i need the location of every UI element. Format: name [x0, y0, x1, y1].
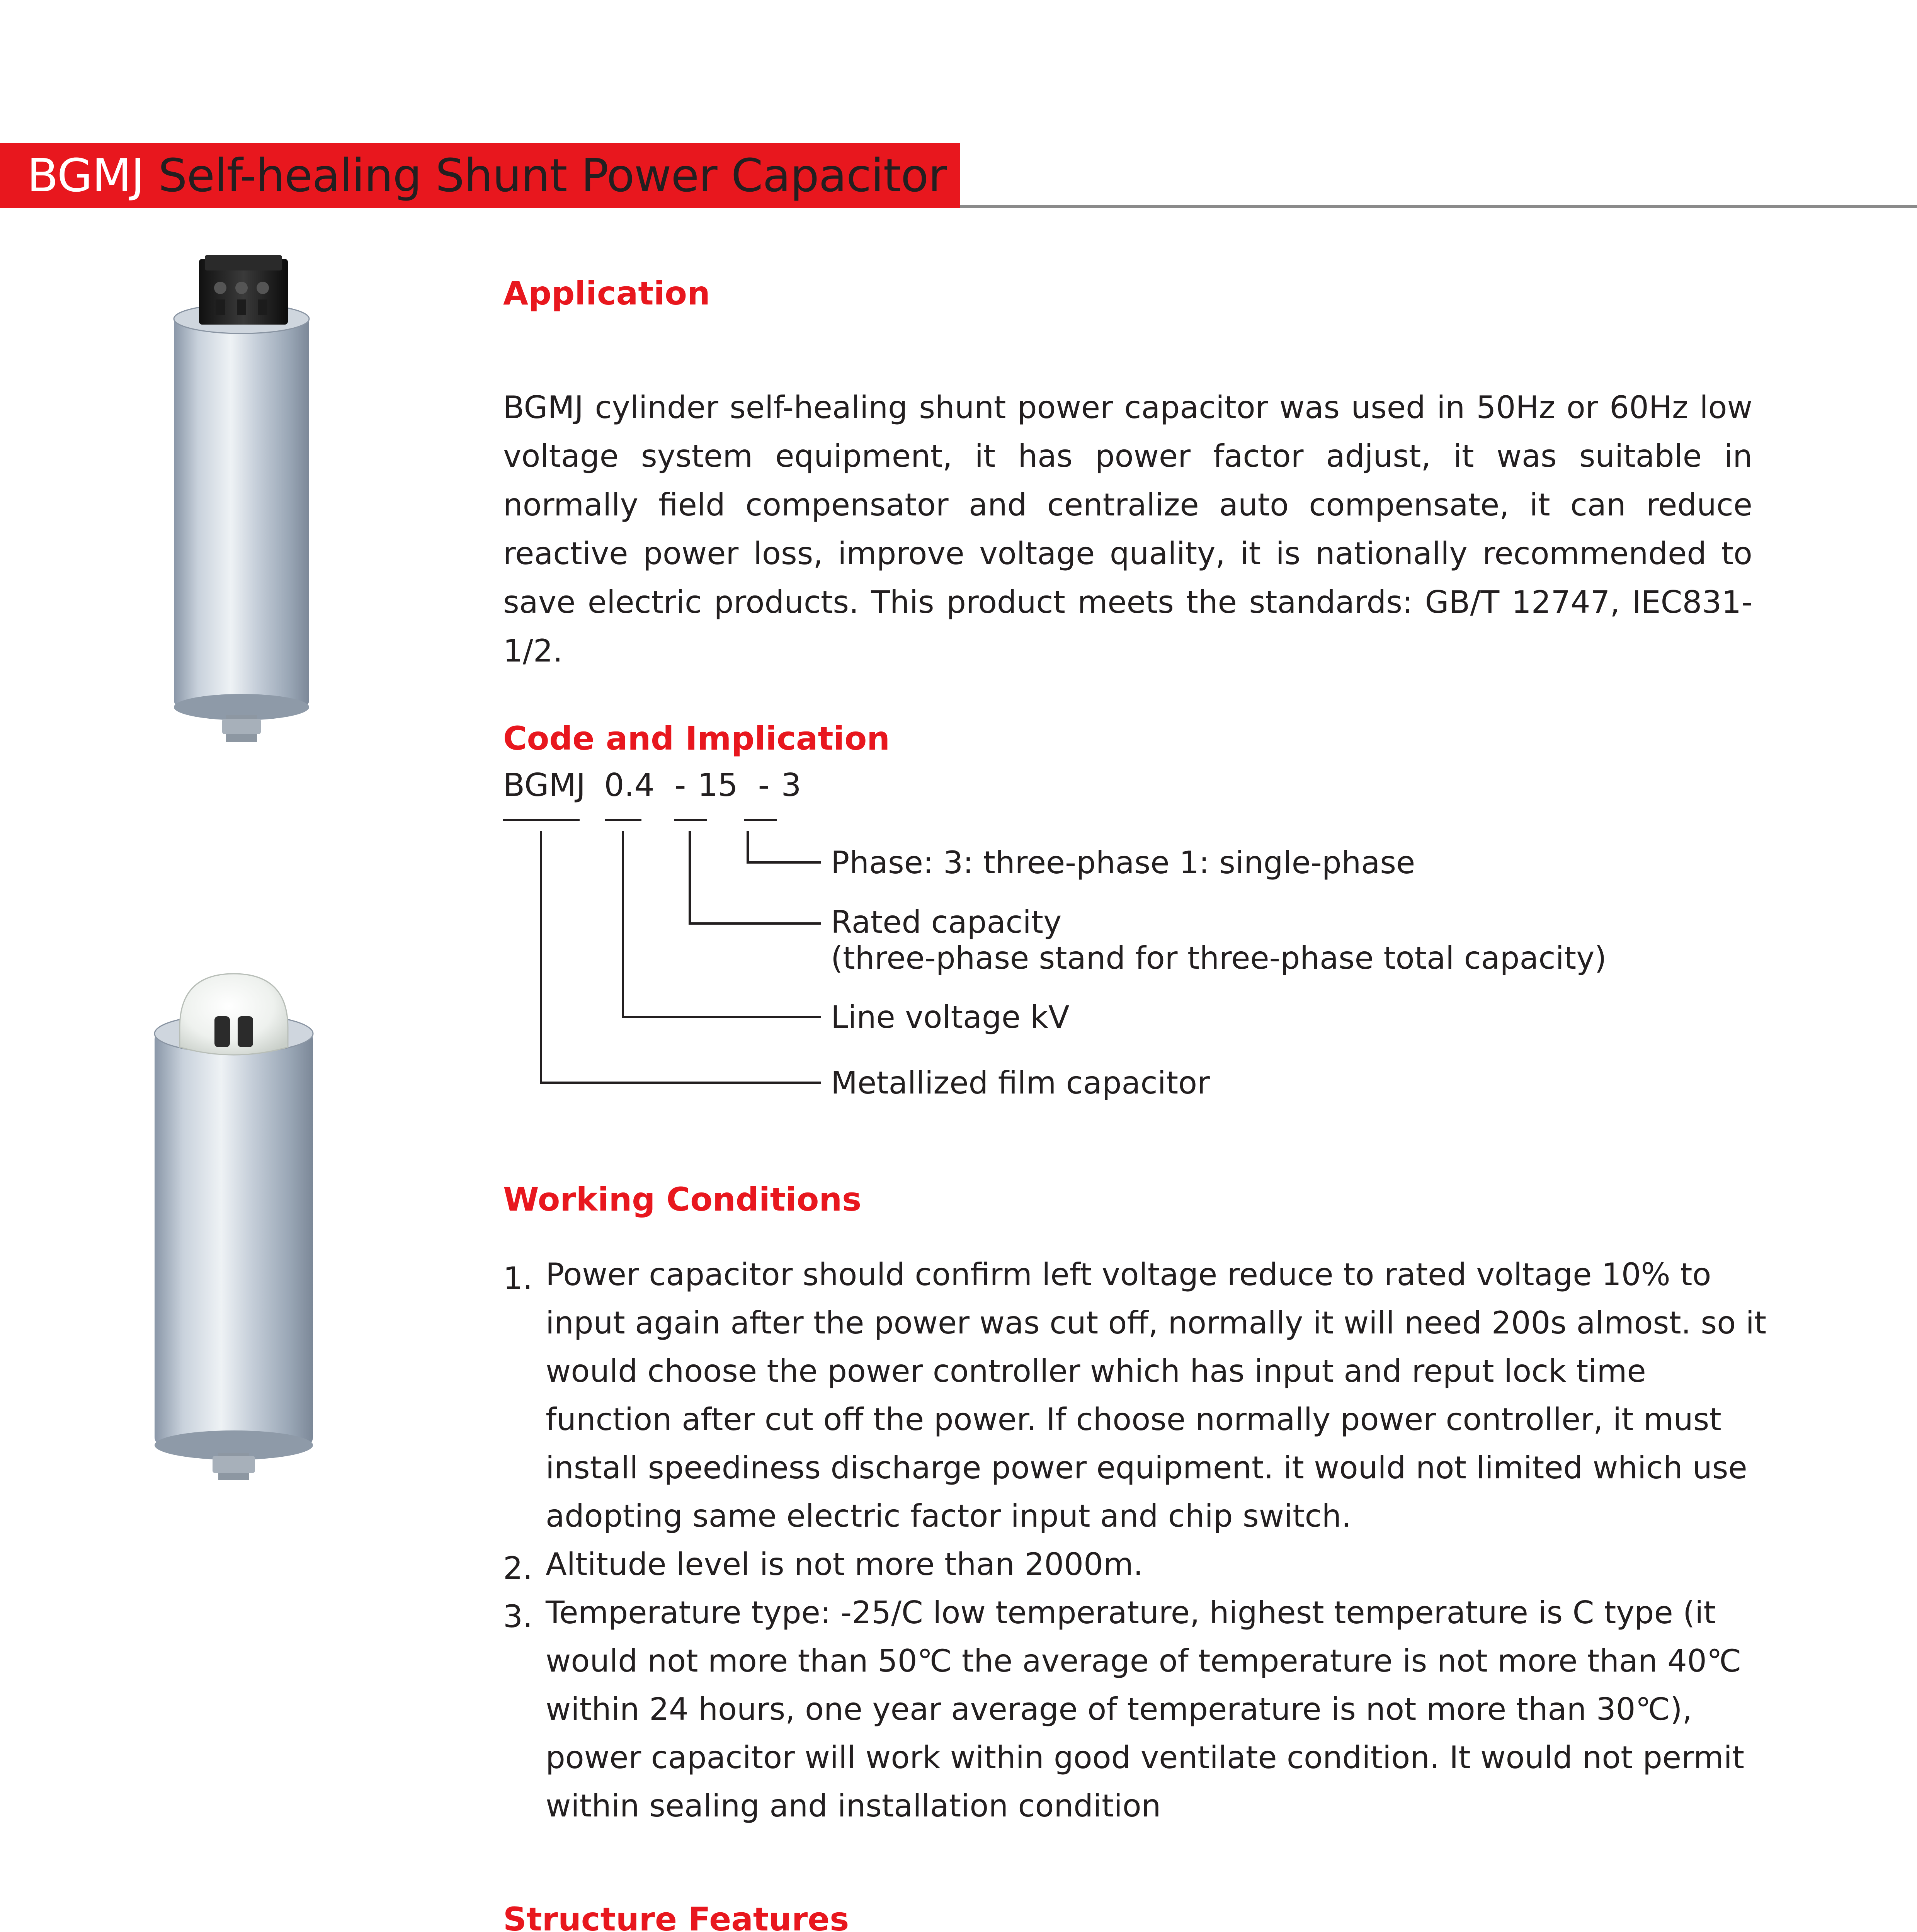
capacitor-white-cap-image	[147, 966, 325, 1492]
code-separator: -	[674, 767, 686, 804]
title-rule	[960, 205, 1917, 208]
list-item	[503, 1588, 1774, 1830]
list-item	[503, 1250, 1774, 1540]
legend-series: Metallized film capacitor	[831, 1065, 1210, 1101]
legend-phase: Phase: 3: three-phase 1: single-phase	[831, 845, 1415, 881]
code-voltage: 0.4	[604, 767, 655, 804]
list-number: 2.	[503, 1550, 533, 1586]
list-text: Temperature type: -25/C low temperature, highest temperature is C type (it would not more than 50℃ the average of temperature is not more than 40℃ within 24 hours, one year average of temperature is not more than 30℃), power capacitor will work within good ventilate condition. It would not permit within sealing and installation condition	[546, 1595, 1745, 1824]
legend-capacity: Rated capacity	[831, 904, 1062, 940]
list-number: 1.	[503, 1260, 533, 1296]
code-series: BGMJ	[503, 767, 586, 804]
list-item	[503, 1540, 1774, 1588]
title-code: BGMJ	[27, 149, 144, 202]
application-text: BGMJ cylinder self-healing shunt power capacitor was used in 50Hz or 60Hz low voltage system equipment, it has power factor adjust, it was suitable in normally field compensator and centralize auto compensate, it can reduce reactive power loss, improve voltage quality, it is nationally recommended to save electric products. This product meets the standards: GB/T 12747, IEC831-1/2.	[503, 389, 1752, 669]
working-heading: Working Conditions	[503, 1180, 862, 1218]
title-bar	[0, 143, 960, 208]
code-phase: 3	[781, 767, 801, 804]
list-text: Altitude level is not more than 2000m.	[546, 1546, 1143, 1582]
code-heading: Code and Implication	[503, 719, 890, 757]
title-name: Self-healing Shunt Power Capacitor	[158, 149, 947, 202]
legend-capacity-note: (three-phase stand for three-phase total capacity)	[831, 940, 1607, 976]
model-code	[503, 767, 810, 804]
page-title	[27, 143, 947, 208]
code-capacity: 15	[697, 767, 738, 804]
application-heading: Application	[503, 274, 710, 312]
working-list	[503, 1250, 1774, 1830]
list-number: 3.	[503, 1599, 533, 1634]
structure-heading: Structure Features	[503, 1900, 849, 1932]
capacitor-terminal-block-image	[162, 251, 325, 761]
list-text: Power capacitor should confirm left voltage reduce to rated voltage 10% to input again after the power was cut off, normally it will need 200s almost. so it would choose the power controller which has input and reput lock time function after cut off the power. If choose normally power controller, it must install speediness discharge power equipment. it would not limited which use adopting same electric factor input and chip switch.	[546, 1257, 1767, 1534]
code-separator: -	[758, 767, 770, 804]
legend-voltage: Line voltage kV	[831, 999, 1070, 1035]
